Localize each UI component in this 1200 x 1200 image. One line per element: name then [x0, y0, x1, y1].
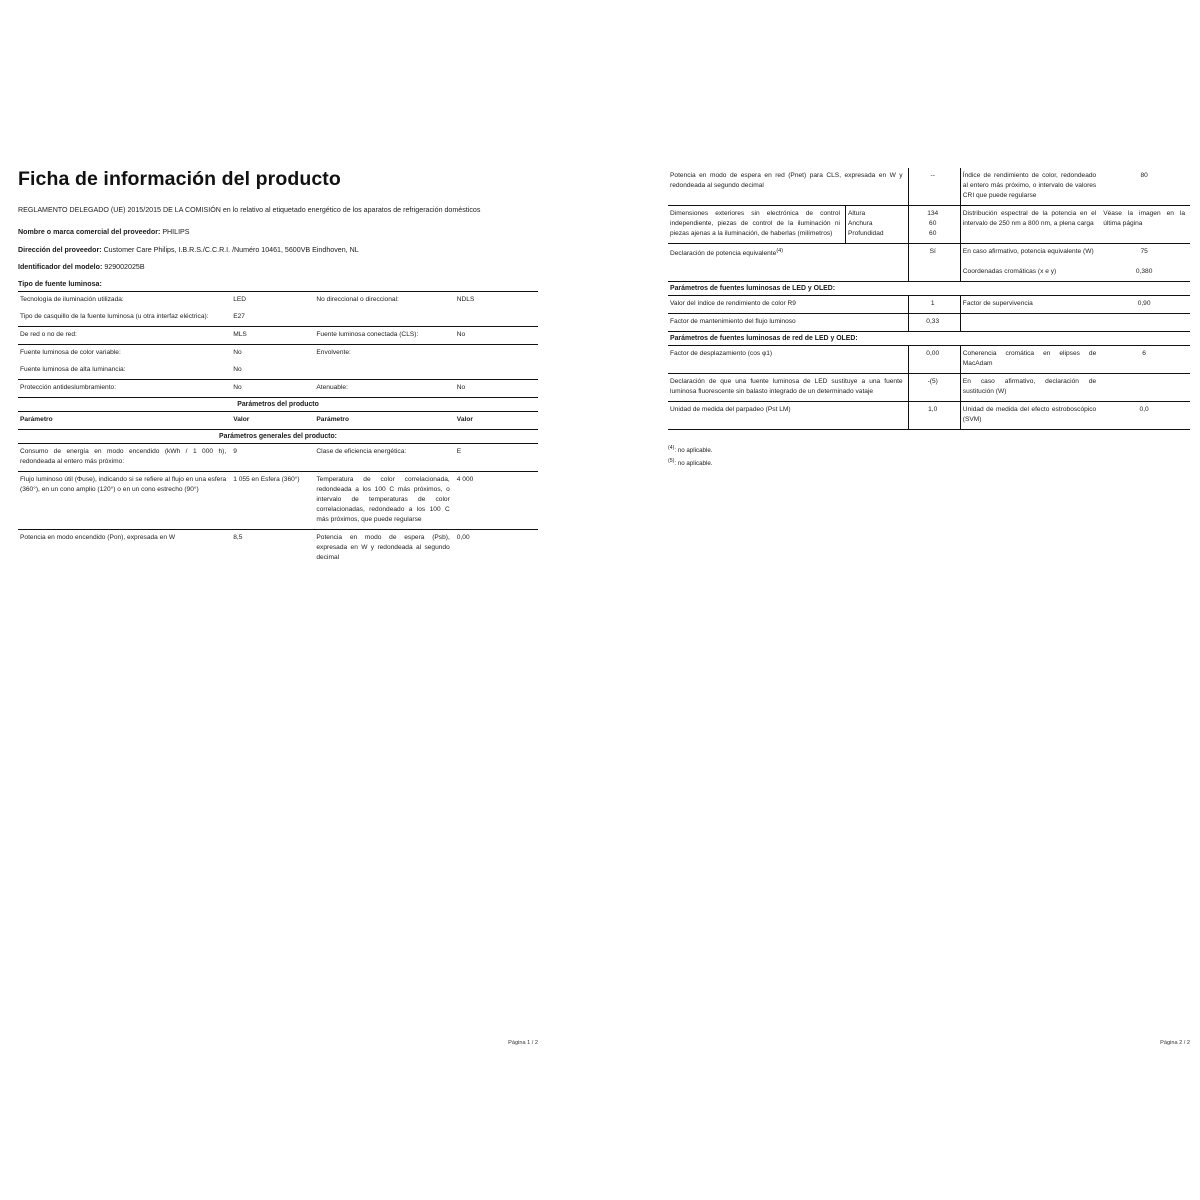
param-label [314, 309, 454, 327]
table-row [668, 296, 1190, 314]
right-table-standby [668, 168, 1190, 281]
param-value: MLS [231, 326, 314, 344]
param-value-chromaticity: 0,380 [1135, 268, 1153, 276]
table-header-row [18, 412, 538, 429]
param-label [960, 314, 1101, 332]
table-row [18, 291, 538, 309]
dimension-value-depth: 60 [929, 230, 937, 238]
param-label: Distribución espectral de la potencia en el intervalo de 250 nm a 800 nm, a plena carga [960, 206, 1101, 244]
left-table-parameters [18, 412, 538, 429]
page-right [668, 168, 1190, 1046]
column-header: Valor [456, 416, 473, 423]
table-row-dimensions [668, 206, 1190, 244]
right-table-led-oled [668, 296, 1190, 331]
dimension-label-depth: Profundidad [847, 230, 884, 238]
param-label: De red o no de red: [18, 326, 231, 344]
param-label [314, 362, 454, 380]
param-value: Véase la imagen en la última página [1101, 206, 1190, 244]
table-row [668, 346, 1190, 374]
param-label: Unidad de medida del efecto estroboscópico (SVM) [960, 402, 1101, 430]
page-title: Ficha de información del producto [18, 168, 341, 190]
band-product-parameters: Parámetros del producto [18, 397, 538, 412]
param-value: 0,0 [1101, 402, 1190, 430]
footnote-item [668, 444, 1190, 457]
table-row [668, 402, 1190, 430]
param-value: No [233, 365, 242, 373]
footnote-marker: (5) [668, 457, 675, 464]
supplier-address-label: Dirección del proveedor: [18, 245, 102, 254]
page-footer-left: Página 1 / 2 [508, 1040, 538, 1046]
regulation-label: REGLAMENTO DELEGADO (UE) 2015/2015 DE LA COMISIÓN en lo relativo al etiquetado energético de los aparatos de refrigeración domésticos [18, 206, 481, 214]
band-mains-led-oled-parameters: Parámetros de fuentes luminosas de red de LED y OLED: [668, 331, 1190, 346]
left-table-general [18, 444, 538, 567]
param-label: Potencia en modo encendido (Pon), expresada en W [18, 530, 231, 568]
dimension-values [908, 206, 960, 244]
footnotes [668, 444, 1190, 469]
param-label: Clase de eficiencia energética: [316, 448, 407, 456]
param-value: LED [231, 291, 314, 309]
light-source-type-label: Tipo de fuente luminosa: [18, 279, 102, 288]
page-left [18, 168, 538, 1046]
column-header: Valor [233, 416, 250, 423]
param-label: Protección antideslumbramiento: [18, 379, 231, 397]
page-footer-right: Página 2 / 2 [1160, 1040, 1190, 1046]
column-header: Parámetro [316, 416, 350, 423]
param-value: 4 000 [455, 472, 538, 530]
table-row [18, 344, 538, 362]
param-label [668, 244, 908, 282]
param-value: 8,5 [231, 530, 314, 568]
param-value: No [231, 379, 314, 397]
dimension-value-height: 134 [927, 210, 939, 218]
param-label: Tipo de casquillo de la fuente luminosa (u otra interfaz eléctrica): [20, 312, 209, 320]
param-value: 1 055 en Esfera (360°) [231, 472, 314, 530]
param-value: No [455, 326, 538, 344]
param-label-text: Declaración de potencia equivalente [670, 250, 777, 258]
param-value-equivalent-power: 75 [1140, 248, 1148, 256]
param-label: Factor de mantenimiento del flujo luminoso [668, 314, 908, 332]
param-value: 1,0 [908, 402, 960, 430]
table-row [668, 168, 1190, 206]
band-general-parameters: Parámetros generales del producto: [18, 429, 538, 444]
supplier-name-label: Nombre o marca comercial del proveedor: [18, 227, 161, 236]
param-value: 1 [908, 296, 960, 314]
model-identifier-label: Identificador del modelo: [18, 263, 103, 272]
param-label: Consumo de energía en modo encendido (kWh / 1 000 h), redondeada al entero más próximo: [20, 448, 227, 466]
param-value: Sí [908, 244, 960, 282]
param-label: Declaración de que una fuente luminosa de LED sustituye a una fuente luminosa fluorescente sin balasto integrado de un determinado vataje [668, 374, 908, 402]
param-value [455, 309, 538, 327]
dimension-labels [845, 206, 908, 244]
param-value: 0,33 [908, 314, 960, 332]
supplier-address-value: Customer Care Philips, I.B.R.S./C.C.R.I. /Numéro 10461, 5600VB Eindhoven, NL [103, 245, 359, 254]
model-identifier-value: 929002025B [104, 263, 145, 272]
param-value: No [455, 379, 538, 397]
param-label: En caso afirmativo, declaración de sustitución (W) [960, 374, 1101, 402]
param-label: Tecnología de iluminación utilizada: [18, 291, 231, 309]
table-row [18, 444, 538, 472]
param-value: 80 [1140, 172, 1148, 179]
table-row [18, 309, 538, 327]
column-header: Parámetro [20, 416, 53, 423]
param-label: Factor de supervivencia [960, 296, 1101, 314]
param-label: Índice de rendimiento de color, redondeado al entero más próximo, o intervalo de valores CRI que puede regularse [960, 168, 1101, 206]
param-label: No direccional o direccional: [314, 291, 454, 309]
param-value [1101, 314, 1190, 332]
table-row [18, 326, 538, 344]
param-value: 0,00 [908, 346, 960, 374]
param-value: NDLS [455, 291, 538, 309]
param-label: Fuente luminosa de color variable: [18, 344, 231, 362]
table-row [18, 530, 538, 568]
param-label: Potencia en modo de espera en red (Pnet) para CLS, expresada en W y redondeada al segundo decimal [670, 172, 903, 190]
param-label: Unidad de medida del parpadeo (Pst LM) [668, 402, 908, 430]
param-label-chromaticity: Coordenadas cromáticas (x e y) [962, 268, 1057, 276]
param-label: Factor de desplazamiento (cos φ1) [670, 350, 773, 358]
param-value: No [231, 344, 314, 362]
footnote-item [668, 457, 1190, 470]
table-row [18, 379, 538, 397]
param-label [960, 244, 1101, 282]
param-label: Flujo luminoso útil (Φuse), indicando si se refiere al flujo en una esfera (360°), en un cono amplio (120°) o en un cono estrecho (90°) [18, 472, 231, 530]
param-label: Temperatura de color correlacionada, redondeada a los 100 C más próximos, o intervalo de temperaturas de color correlacionadas, redondeado a los 100 C más próximos, que puede regularse [314, 472, 454, 530]
param-label-equivalent-power: En caso afirmativo, potencia equivalente (W) [962, 248, 1094, 256]
supplier-address [18, 245, 538, 256]
right-table-mains-led-oled [668, 346, 1190, 430]
param-value: 0,00 [455, 530, 538, 568]
table-row [18, 472, 538, 530]
param-label: Coherencia cromática en elipses de MacAdam [960, 346, 1101, 374]
table-row [18, 362, 538, 380]
footnote-text: : no aplicable. [674, 447, 713, 455]
param-value: -- [908, 168, 960, 206]
footnote-marker: (4) [776, 248, 784, 255]
model-identifier [18, 262, 538, 273]
dimension-label-height: Altura [847, 210, 866, 218]
param-value [1101, 374, 1190, 402]
param-value [455, 344, 538, 362]
param-value [455, 362, 538, 380]
param-value: 6 [1142, 350, 1146, 358]
param-value: E [456, 448, 462, 456]
supplier-name [18, 227, 538, 238]
param-value: 9 [233, 448, 237, 456]
param-label: Fuente luminosa de alta luminancia: [20, 365, 126, 373]
regulation-text [18, 205, 538, 216]
table-row-equivalent-power [668, 244, 1190, 282]
table-row [668, 314, 1190, 332]
supplier-name-value: PHILIPS [162, 227, 190, 236]
dimension-label-width: Anchura [847, 220, 873, 228]
param-value: E27 [233, 312, 245, 320]
param-label: Dimensiones exteriores sin electrónica de control independiente, piezas de control de la iluminación ni piezas ajenas a la iluminación, de haberlas (milímetros) [668, 206, 845, 244]
param-label: Fuente luminosa conectada (CLS): [314, 326, 454, 344]
param-label: Atenuable: [314, 379, 454, 397]
footnote-marker: (4) [668, 445, 675, 452]
param-label: Potencia en modo de espera (Psb), expresada en W y redondeada al segundo decimal [314, 530, 454, 568]
param-label: Envolvente: [314, 344, 454, 362]
param-label: Valor del índice de rendimiento de color R9 [670, 300, 796, 308]
band-led-oled-parameters: Parámetros de fuentes luminosas de LED y OLED: [668, 281, 1190, 296]
footnote-text: : no aplicable. [674, 459, 713, 467]
dimension-value-width: 60 [929, 220, 937, 228]
left-table-light-source [18, 291, 538, 397]
param-value: 0,90 [1137, 300, 1151, 308]
param-value: -(5) [908, 374, 960, 402]
param-value [1101, 244, 1190, 282]
table-row [668, 374, 1190, 402]
